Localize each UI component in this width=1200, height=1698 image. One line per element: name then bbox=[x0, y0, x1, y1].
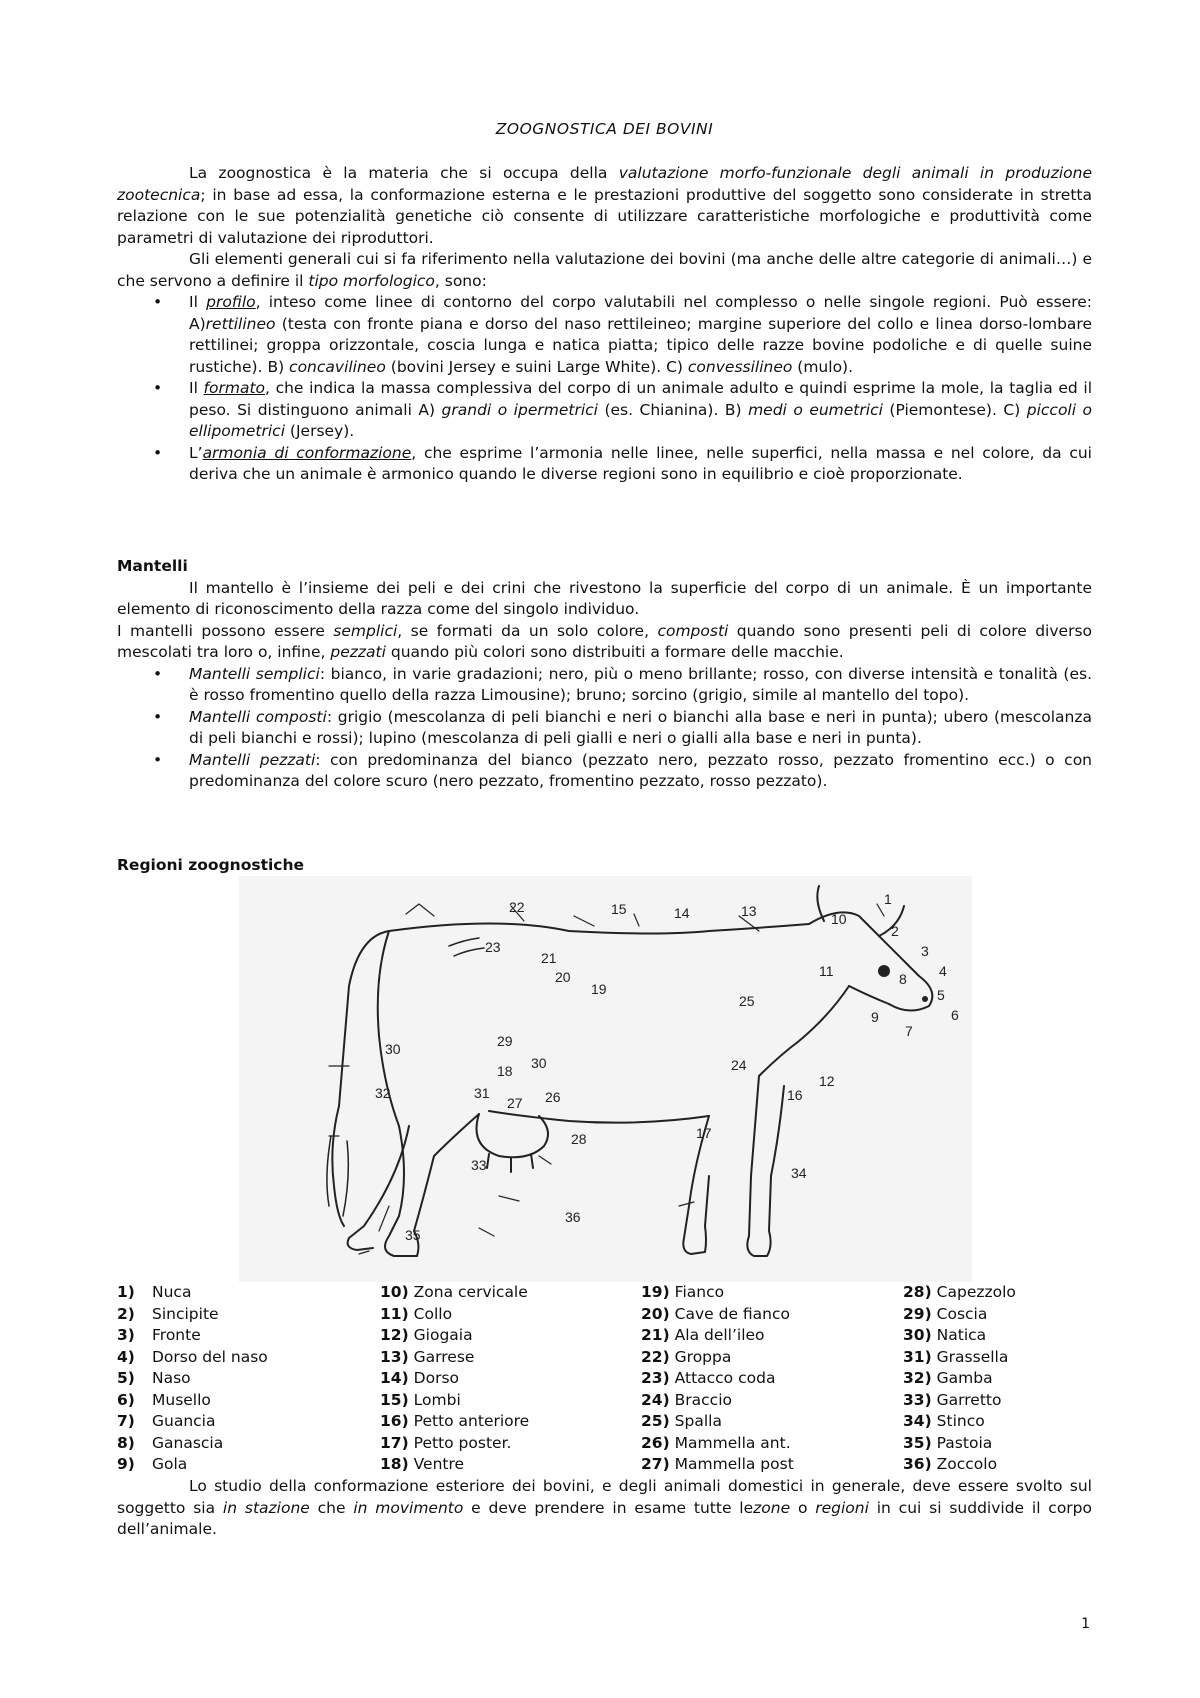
closing-paragraph: Lo studio della conformazione esteriore dei bovini, e degli animali domestici in generale, deve essere svolto sul soggetto sia in stazione che in movimento e deve prendere in esame tutte lezone o regioni in cui si suddivide il corpo dell’animale. bbox=[117, 1477, 1093, 1538]
legend-item: 4) Dorso del naso bbox=[117, 1347, 268, 1366]
svg-text:28: 28 bbox=[571, 1131, 587, 1147]
svg-text:8: 8 bbox=[899, 971, 907, 987]
svg-text:14: 14 bbox=[674, 905, 690, 921]
bullet-icon: • bbox=[153, 443, 163, 462]
mantelli-list bbox=[117, 664, 1092, 793]
bullet-icon: • bbox=[153, 707, 163, 726]
svg-text:9: 9 bbox=[871, 1009, 879, 1025]
legend-item: 15) Lombi bbox=[380, 1390, 461, 1409]
svg-text:7: 7 bbox=[905, 1023, 913, 1039]
svg-text:15: 15 bbox=[611, 901, 627, 917]
legend-item: 1) Nuca bbox=[117, 1283, 192, 1301]
legend-item: 36) Zoccolo bbox=[903, 1455, 998, 1473]
cow-illustration bbox=[239, 876, 972, 1282]
legend-item: 8) Ganascia bbox=[117, 1433, 224, 1452]
list-item: • Mantelli composti: grigio (mescolanza di peli bianchi e neri o bianchi alla base e neri in punta); ubero (mescolanza di peli bianchi e rossi); lupino (mescolanza di peli gialli e neri o gialli alla base e neri in punta). bbox=[153, 707, 1092, 747]
svg-text:22: 22 bbox=[509, 899, 525, 915]
legend-item: 23) Attacco coda bbox=[641, 1369, 776, 1387]
svg-text:24: 24 bbox=[731, 1057, 747, 1073]
svg-text:31: 31 bbox=[474, 1085, 490, 1101]
svg-text:6: 6 bbox=[951, 1007, 959, 1023]
svg-text:2: 2 bbox=[891, 923, 899, 939]
legend-item: 32) Gamba bbox=[903, 1369, 993, 1387]
legend-column-2 bbox=[380, 1282, 529, 1476]
bullet-icon: • bbox=[153, 750, 163, 769]
legend-item: 33) Garretto bbox=[903, 1390, 1002, 1409]
legend-item: 6) Musello bbox=[117, 1390, 211, 1409]
regioni-section bbox=[117, 855, 1092, 877]
closing-section bbox=[117, 1476, 1092, 1541]
legend-item: 17) Petto poster. bbox=[380, 1433, 512, 1452]
mantelli-paragraph-2: I mantelli possono essere semplici, se formati da un solo colore, composti quando sono presenti peli di colore diverso mescolati tra loro o, infine, pezzati quando più colori sono distribuiti a formare delle macchie. bbox=[117, 621, 1093, 661]
svg-text:17: 17 bbox=[696, 1125, 712, 1141]
mantelli-paragraph-1: Il mantello è l’insieme dei peli e dei crini che rivestono la superficie del corpo di un animale. È un importante elemento di riconoscimento della razza come del singolo individuo. bbox=[117, 578, 1092, 618]
svg-text:23: 23 bbox=[485, 939, 501, 955]
svg-text:5: 5 bbox=[937, 987, 945, 1003]
legend-item: 16) Petto anteriore bbox=[380, 1412, 530, 1430]
legend-item: 21) Ala dell’ileo bbox=[641, 1326, 765, 1344]
legend-item: 28) Capezzolo bbox=[903, 1283, 1016, 1301]
legend-item: 14) Dorso bbox=[380, 1369, 460, 1387]
legend-item: 22) Groppa bbox=[641, 1347, 732, 1366]
list-item: • Mantelli pezzati: con predominanza del bianco (pezzato nero, pezzato rosso, pezzato fromentino ecc.) o con predominanza del colore scuro (nero pezzato, fromentino pezzato, rosso pezzato). bbox=[153, 750, 1092, 790]
legend-item: 13) Garrese bbox=[380, 1347, 475, 1366]
bullet-icon: • bbox=[153, 379, 163, 397]
svg-text:20: 20 bbox=[555, 969, 571, 985]
section-heading-mantelli: Mantelli bbox=[117, 557, 188, 575]
svg-text:26: 26 bbox=[545, 1089, 561, 1105]
intro-section bbox=[117, 163, 1092, 486]
legend-item: 9) Gola bbox=[117, 1455, 188, 1473]
legend-item: 2) Sincipite bbox=[117, 1304, 219, 1323]
svg-text:30: 30 bbox=[385, 1041, 401, 1057]
page-number: 1 bbox=[1081, 1616, 1090, 1632]
svg-text:10: 10 bbox=[831, 911, 847, 927]
legend-item: 7) Guancia bbox=[117, 1412, 216, 1430]
svg-text:1: 1 bbox=[884, 891, 892, 907]
svg-text:4: 4 bbox=[939, 963, 947, 979]
svg-text:33: 33 bbox=[471, 1157, 487, 1173]
intro-paragraph-2: Gli elementi generali cui si fa riferimento nella valutazione dei bovini (ma anche delle altre categorie di animali…) e che servono a definire il tipo morfologico, sono: bbox=[117, 250, 1092, 290]
legend-item: 29) Coscia bbox=[903, 1304, 988, 1323]
legend-item: 24) Braccio bbox=[641, 1390, 732, 1409]
legend-item: 31) Grassella bbox=[903, 1347, 1009, 1366]
svg-text:3: 3 bbox=[921, 943, 929, 959]
bullet-icon: • bbox=[153, 664, 163, 683]
legend-item: 25) Spalla bbox=[641, 1412, 722, 1430]
legend-item: 20) Cave de fianco bbox=[641, 1304, 791, 1323]
legend-item: 26) Mammella ant. bbox=[641, 1433, 791, 1452]
legend-item: 12) Giogaia bbox=[380, 1326, 473, 1344]
page-title: ZOOGNOSTICA DEI BOVINI bbox=[495, 120, 714, 138]
svg-text:34: 34 bbox=[791, 1165, 807, 1181]
legend-item: 35) Pastoia bbox=[903, 1433, 993, 1452]
legend-item: 10) Zona cervicale bbox=[380, 1283, 528, 1301]
list-item: • L’armonia di conformazione, che esprime l’armonia nelle linee, nelle superfici, nella massa e nel colore, da cui deriva che un animale è armonico quando le diverse regioni sono in equilibrio e cioè proporzionate. bbox=[153, 443, 1092, 483]
legend-item: 18) Ventre bbox=[380, 1455, 465, 1473]
cow-diagram bbox=[239, 876, 972, 1282]
section-heading-regioni: Regioni zoognostiche bbox=[117, 856, 305, 874]
legend-item: 34) Stinco bbox=[903, 1412, 985, 1430]
bullet-icon: • bbox=[153, 293, 163, 311]
intro-paragraph-1: La zoognostica è la materia che si occupa della valutazione morfo-funzionale degli animali in produzione zootecnica; in base ad essa, la conformazione esterna e le prestazioni produttive del soggetto sono considerate in stretta relazione con le sue potenzialità genetiche ciò consente di utilizzare caratteristiche morfologiche e produttività come parametri di valutazione dei riproduttori. bbox=[117, 164, 1092, 247]
mantelli-section bbox=[117, 556, 1092, 793]
svg-text:19: 19 bbox=[591, 981, 607, 997]
legend-item: 30) Natica bbox=[903, 1326, 987, 1344]
list-item: • Il formato, che indica la massa complessiva del corpo di un animale adulto e quindi esprime la mole, la taglia ed il peso. Si distinguono animali A) grandi o ipermetrici (es. Chianina). B) medi o eumetrici (Piemontese). C) piccoli o ellipometrici (Jersey). bbox=[153, 379, 1093, 440]
svg-text:27: 27 bbox=[507, 1095, 523, 1111]
svg-text:29: 29 bbox=[497, 1033, 513, 1049]
svg-text:36: 36 bbox=[565, 1209, 581, 1225]
legend-column-4 bbox=[903, 1282, 1016, 1476]
svg-text:32: 32 bbox=[375, 1085, 391, 1101]
list-item: • Mantelli semplici: bianco, in varie gradazioni; nero, più o meno brillante; rosso, con diverse intensità e tonalità (es. è rosso fromentino quello della razza Limousine); bruno; sorcino (grigio, simile al mantello del topo). bbox=[153, 664, 1092, 704]
svg-text:30: 30 bbox=[531, 1055, 547, 1071]
legend-column-1 bbox=[117, 1282, 268, 1476]
svg-text:16: 16 bbox=[787, 1087, 803, 1103]
svg-text:18: 18 bbox=[497, 1063, 513, 1079]
svg-text:35: 35 bbox=[405, 1227, 421, 1243]
legend-item: 5) Naso bbox=[117, 1369, 191, 1387]
svg-text:13: 13 bbox=[741, 903, 757, 919]
legend-item: 27) Mammella post bbox=[641, 1455, 794, 1473]
legend-item: 3) Fronte bbox=[117, 1326, 201, 1344]
list-item: • Il profilo, inteso come linee di contorno del corpo valutabili nel complesso o nelle singole regioni. Può essere: A)rettilineo (testa con fronte piana e dorso del naso rettileineo; margine superiore del collo e linea dorso-lombare rettilinei; groppa orizzontale, coscia lunga e natica piatta; tipico delle razze bovine podoliche e di quelle suine rustiche). B) concavilineo (bovini Jersey e suini Large White). C) convessilineo (mulo). bbox=[153, 293, 1093, 376]
legend-item: 11) Collo bbox=[380, 1304, 453, 1323]
legend-column-3 bbox=[641, 1282, 794, 1476]
morphology-list bbox=[117, 292, 1092, 486]
svg-text:12: 12 bbox=[819, 1073, 835, 1089]
svg-text:11: 11 bbox=[819, 963, 834, 979]
svg-text:21: 21 bbox=[541, 950, 557, 966]
legend-item: 19) Fianco bbox=[641, 1283, 725, 1301]
svg-text:25: 25 bbox=[739, 993, 755, 1009]
